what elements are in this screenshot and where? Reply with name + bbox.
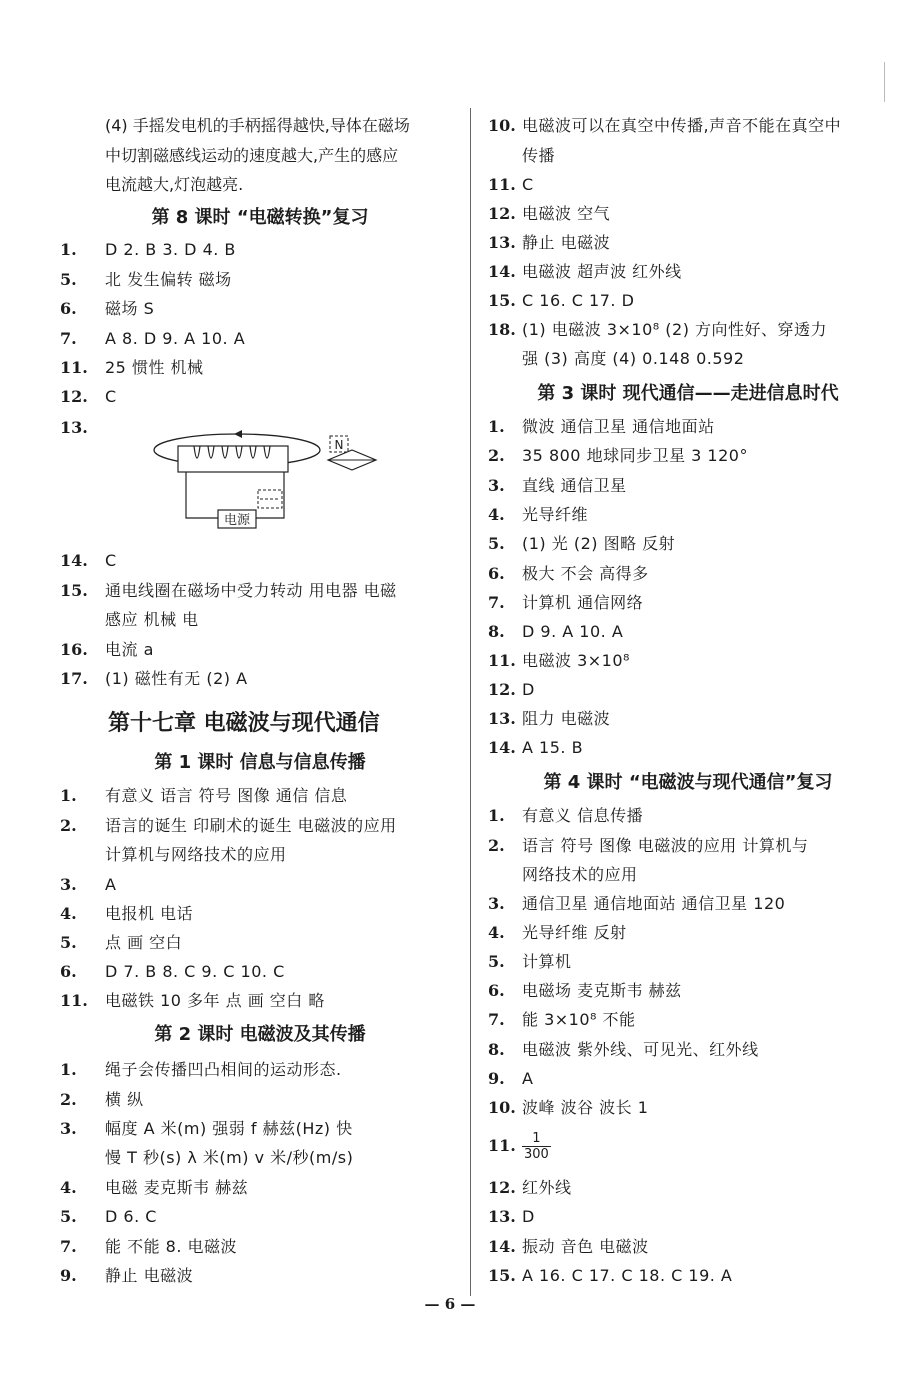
answer-line: 12. 电磁波 空气: [488, 204, 611, 223]
lesson2-title: 第 2 课时 电磁波及其传播: [154, 1024, 366, 1045]
answer-line: 10. 电磁波可以在真空中传播,声音不能在真空中: [488, 116, 842, 135]
answer-line: 13. 阻力 电磁波: [488, 709, 611, 728]
answer-line: 3. A: [60, 875, 117, 894]
answer-line: 5. D 6. C: [60, 1207, 157, 1226]
wire-right: [256, 472, 284, 518]
answer-line: 12. C: [60, 387, 117, 406]
fraction: $\frac{1}{300}$: [524, 1131, 549, 1162]
answer-line: 网络技术的应用: [522, 865, 638, 884]
lesson1-title: 第 1 课时 信息与信息传播: [154, 752, 366, 773]
answer-line: 7. 能 不能 8. 电磁波: [60, 1237, 238, 1256]
answer-line: 2. 语言的诞生 印刷术的诞生 电磁波的应用: [60, 816, 397, 835]
answer-line: 4. 电报机 电话: [60, 904, 194, 923]
page-number: — 6 —: [424, 1295, 476, 1313]
answer-line: 2. 横 纵: [60, 1090, 144, 1109]
answer-line: 2. 35 800 地球同步卫星 3 120°: [488, 446, 748, 465]
answer-line: 1. 有意义 信息传播: [488, 806, 644, 825]
answer-line: 3. 通信卫星 通信地面站 通信卫星 120: [488, 894, 786, 913]
answer-line: 3. 直线 通信卫星: [488, 476, 627, 495]
answer-line: 13. D: [488, 1207, 535, 1226]
answer-line: 感应 机械 电: [105, 610, 199, 629]
answer-line: 1. 微波 通信卫星 通信地面站: [488, 417, 715, 436]
answer-line: 5. 点 画 空白: [60, 933, 183, 952]
answer-line: 6. 磁场 S: [60, 299, 155, 318]
answer-line: 12. 红外线: [488, 1178, 572, 1197]
lesson8-title: 第 8 课时 “电磁转换”复习: [151, 207, 369, 228]
answer-line: 慢 T 秒(s) λ 米(m) v 米/秒(m/s): [105, 1148, 354, 1167]
answer-line: 15. A 16. C 17. C 18. C 19. A: [488, 1266, 733, 1285]
power-supply-label: 电源: [223, 513, 251, 528]
page-edge-mark: [884, 62, 885, 102]
answer-line: 8. D 9. A 10. A: [488, 622, 624, 641]
answer-line: 13. 静止 电磁波: [488, 233, 611, 252]
answer-line: 4. 光导纤维: [488, 505, 589, 524]
electromagnet-circuit-diagram: [150, 430, 390, 536]
north-pole-label: N: [334, 438, 344, 452]
answer-line: 5. 北 发生偏转 磁场: [60, 270, 232, 289]
answer-line: 10. 波峰 波谷 波长 1: [488, 1098, 649, 1117]
answer-line: 11. $\frac{1}{300}$: [488, 1131, 549, 1162]
answer-line: 传播: [522, 146, 556, 165]
answer-line: 17. (1) 磁性有无 (2) A: [60, 669, 248, 688]
answer-line: 1. D 2. B 3. D 4. B: [60, 240, 236, 259]
answer-line: 4. 电磁 麦克斯韦 赫兹: [60, 1178, 249, 1197]
answer-line: 9. 静止 电磁波: [60, 1266, 194, 1285]
answer-line: 13.: [60, 418, 88, 437]
answer-line: 12. D: [488, 680, 535, 699]
lesson3-title: 第 3 课时 现代通信——走进信息时代: [537, 383, 839, 404]
answer-line: 4. 光导纤维 反射: [488, 923, 627, 942]
wire-left: [186, 472, 218, 518]
answer-line: 3. 幅度 A 米(m) 强弱 f 赫兹(Hz) 快: [60, 1119, 353, 1138]
answer-line: 11. C: [488, 175, 534, 194]
answer-line: 强 (3) 高度 (4) 0.148 0.592: [522, 349, 745, 368]
answer-line: 14. 振动 音色 电磁波: [488, 1237, 649, 1256]
answer-line: 6. D 7. B 8. C 9. C 10. C: [60, 962, 285, 981]
column-divider: [470, 108, 471, 1296]
answer-line: 6. 极大 不会 高得多: [488, 564, 649, 583]
answer-line: 14. A 15. B: [488, 738, 584, 757]
answer-line: 1. 有意义 语言 符号 图像 通信 信息: [60, 786, 348, 805]
answer-line: (4) 手摇发电机的手柄摇得越快,导体在磁场: [105, 116, 410, 135]
answer-line: 15. 通电线圈在磁场中受力转动 用电器 电磁: [60, 581, 397, 600]
answer-line: 7. A 8. D 9. A 10. A: [60, 329, 246, 348]
answer-line: 中切割磁感线运动的速度越大,产生的感应: [105, 146, 399, 165]
answer-line: 11. 电磁铁 10 多年 点 画 空白 略: [60, 991, 325, 1010]
answer-line: 7. 计算机 通信网络: [488, 593, 644, 612]
answer-line: 5. 计算机: [488, 952, 572, 971]
lesson4-title: 第 4 课时 “电磁波与现代通信”复习: [543, 772, 833, 793]
answer-line: 14. 电磁波 超声波 红外线: [488, 262, 682, 281]
chapter-title: 第十七章 电磁波与现代通信: [108, 710, 380, 736]
answer-line: 电流越大,灯泡越亮.: [105, 175, 244, 194]
answer-line: 14. C: [60, 551, 117, 570]
answer-line: 8. 电磁波 紫外线、可见光、红外线: [488, 1040, 759, 1059]
answer-line: 1. 绳子会传播凹凸相间的运动形态.: [60, 1060, 342, 1079]
answer-line: 9. A: [488, 1069, 534, 1088]
answer-line: 16. 电流 a: [60, 640, 154, 659]
answer-line: 计算机与网络技术的应用: [105, 845, 287, 864]
answer-line: 11. 电磁波 3×10⁸: [488, 651, 630, 670]
field-arrow-icon: [234, 430, 242, 438]
answer-line: 15. C 16. C 17. D: [488, 291, 635, 310]
answer-line: 2. 语言 符号 图像 电磁波的应用 计算机与: [488, 836, 809, 855]
answer-line: 18. (1) 电磁波 3×10⁸ (2) 方向性好、穿透力: [488, 320, 828, 339]
answer-line: 7. 能 3×10⁸ 不能: [488, 1010, 636, 1029]
answer-line: 5. (1) 光 (2) 图略 反射: [488, 534, 676, 553]
answer-line: 11. 25 惯性 机械: [60, 358, 204, 377]
answer-line: 6. 电磁场 麦克斯韦 赫兹: [488, 981, 682, 1000]
